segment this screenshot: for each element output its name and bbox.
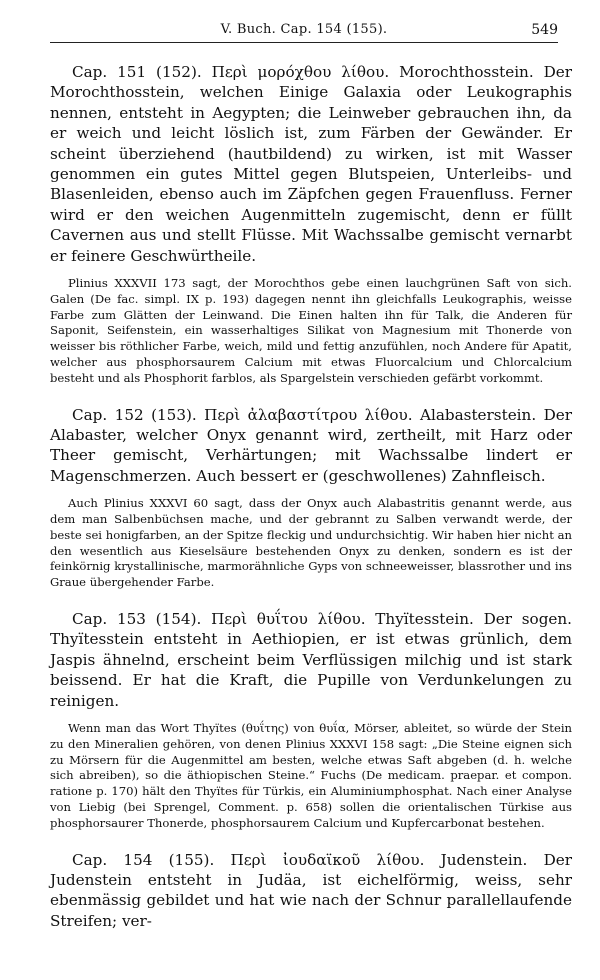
chapter-paragraph [50, 405, 572, 487]
running-header [50, 20, 558, 43]
greek-title: Περὶ ἰουδαϊκοῦ λίθου. [230, 850, 425, 869]
chapter-154 [50, 850, 572, 932]
commentary-note: Wenn man das Wort Thyïtes (θυΐτης) von θυΐα, Mörser, ableitet, so würde der Stein zu den Mineralien gehören, von denen Plinius XXXVI 158 sagt: „Die Steine eignen sich zu Mörsern für die Augenmittel am besten, welche etwas Saft abgeben (d. h. welche sich abreiben), so die äthiopischen Steine.“ Fuchs (De medicam. praepar. et compon. ratione p. 170) hält den Thyïtes für Türkis, ein Aluminiumphosphat. Nach einer Analyse von Liebig (bei Sprengel, Comment. p. 658) sollen die orientalischen Türkise aus phosphorsaurer Thonerde, phosphorsaurem Calcium und Kupfercarbonat bestehen. [50, 721, 572, 830]
running-title: V. Buch. Cap. 154 (155). [220, 22, 388, 37]
chapter-153 [50, 609, 572, 832]
chapter-heading: Cap. 152 (153). [72, 405, 197, 424]
chapter-paragraph [50, 609, 572, 711]
german-title: Judenstein. [440, 850, 528, 869]
chapter-text: Der Judenstein entsteht in Judäa, ist eichelförmig, weiss, sehr ebenmässig gebildet und hat wie nach der Schnur parallellaufende Streifen; ver- [50, 850, 573, 930]
commentary-note: Plinius XXXVII 173 sagt, der Morochthos gebe einen lauchgrünen Saft von sich. Galen (De fac. simpl. IX p. 193) dagegen nennt ihn gleichfalls Leukographis, weisse Farbe zum Glätten der Leinwand. Die Einen halten ihn für Talk, die Anderen für Saponit, Seifenstein, ein wasserhaltiges Silikat von Magnesium mit Thonerde von weisser bis röthlicher Farbe, weich, mild und fettig anzufühlen, noch Andere für Apatit, welcher aus phosphorsaurem Calcium mit etwas Fluorcalcium und Chlorcalcium besteht und als Phosphorit farblos, als Spargelstein verschieden gefärbt vorkommt. [50, 276, 572, 385]
chapter-paragraph [50, 62, 572, 266]
chapter-heading: Cap. 154 (155). [72, 850, 215, 869]
chapter-heading: Cap. 153 (154). [72, 610, 202, 629]
chapter-text: Der Morochthosstein, welchen Einige Galaxia oder Leukographis nennen, entsteht in Aegypten; die Leinweber gebrauchen ihn, da er weich und leicht löslich ist, zum Färben der Gewänder. Er scheint überziehend (hautbildend) zu wirken, ist mit Wasser genommen ein gutes Mittel gegen Blutspeien, Unterleibs- und Blasenleiden, ebenso auch im Zäpfchen gegen Frauenfluss. Ferner wird er den weichen Augenmitteln zugemischt, denn er füllt Cavernen aus und stellt Flüsse. Mit Wachssalbe gemischt vernarbt er feinere Geschwürtheile. [50, 63, 573, 265]
page-body [50, 62, 572, 931]
greek-title: Περὶ μορόχθου λίθου. [211, 63, 390, 81]
chapter-151 [50, 62, 572, 387]
german-title: Thyïtesstein. [375, 610, 474, 629]
commentary-note: Auch Plinius XXXVI 60 sagt, dass der Onyx auch Alabastritis genannt werde, aus dem man Salbenbüchsen mache, und der gebrannt zu Salben verwandt werde, der beste sei honigfarben, an der Spitze fleckig und undurchsichtig. Wir haben hier nicht an den wesentlich aus Kieselsäure bestehenden Onyx zu denken, sondern es ist der feinkörnig krystallinische, marmorähnliche Gyps von schneeweisser, blassrother und ins Graue übergehender Farbe. [50, 496, 572, 590]
greek-title: Περὶ θυΐτου λίθου. [211, 610, 366, 629]
chapter-paragraph [50, 850, 572, 932]
chapter-152 [50, 405, 572, 591]
german-title: Morochthosstein. [399, 63, 534, 81]
chapter-text: Der Alabaster, welcher Onyx genannt wird, zertheilt, mit Harz oder Theer gemischt, Verhärtungen; mit Wachssalbe lindert er Magenschmerzen. Auch bessert er (geschwollenes) Zahnfleisch. [50, 405, 573, 485]
greek-title: Περὶ ἀλαβαστίτρου λίθου. [204, 405, 413, 424]
german-title: Alabasterstein. [420, 405, 537, 424]
page-number: 549 [531, 22, 558, 38]
chapter-heading: Cap. 151 (152). [72, 63, 202, 81]
chapter-text: Der sogen. Thyïtesstein entsteht in Aethiopien, er ist etwas grünlich, dem Jaspis ähnelnd, erscheint beim Verflüssigen milchig und ist stark beissend. Er hat die Kraft, die Pupille von Verdunkelungen zu reinigen. [50, 610, 573, 710]
